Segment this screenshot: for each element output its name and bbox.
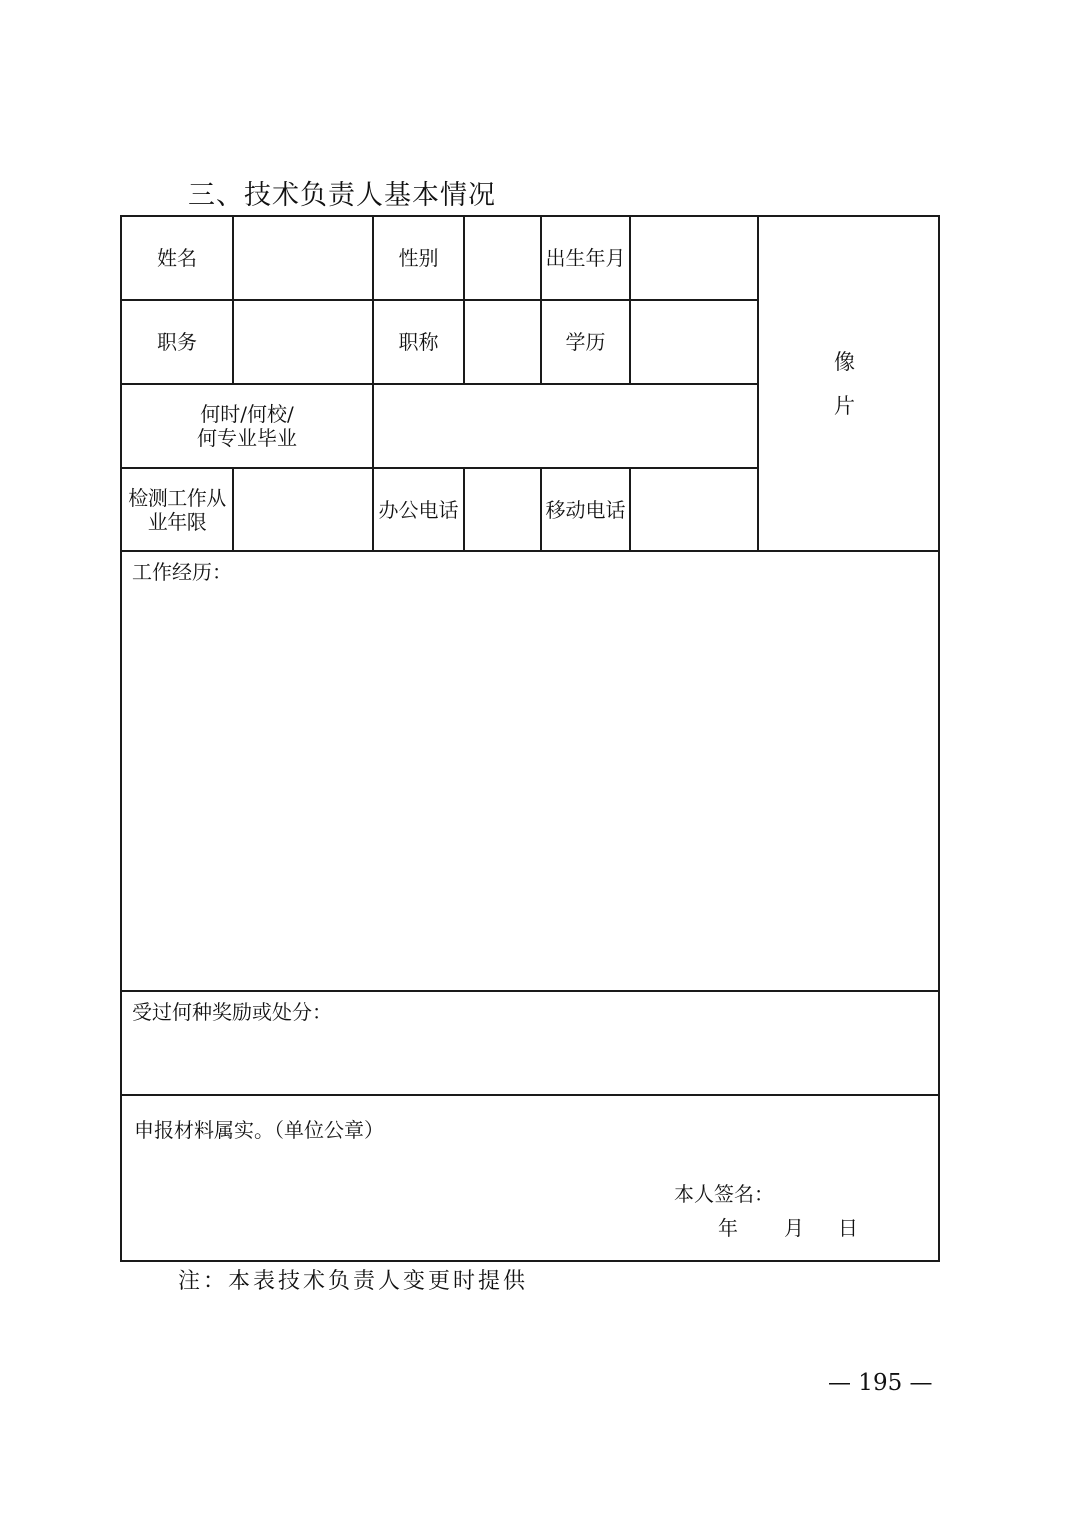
name-label: 姓名 bbox=[121, 216, 233, 300]
awards-label: 受过何种奖励或处分： bbox=[132, 1000, 332, 1024]
date-year-label: 年 bbox=[718, 1216, 738, 1240]
position-field[interactable] bbox=[233, 300, 373, 384]
work-years-label-line-1: 检测工作从 bbox=[128, 485, 226, 510]
awards-area[interactable] bbox=[121, 991, 939, 1095]
birth-date-label: 出生年月 bbox=[541, 216, 630, 300]
education-label: 学历 bbox=[541, 300, 630, 384]
photo-label-char-2: 片 bbox=[834, 393, 855, 418]
gender-label: 性别 bbox=[373, 216, 464, 300]
work-history-area[interactable] bbox=[121, 551, 939, 991]
graduation-info-field[interactable] bbox=[373, 384, 758, 468]
date-day-label: 日 bbox=[838, 1216, 858, 1240]
form-row-basic-1 bbox=[121, 216, 939, 300]
work-years-label-line-2: 业年限 bbox=[147, 509, 207, 534]
footnote: 注：本表技术负责人变更时提供 bbox=[178, 1269, 529, 1294]
birth-date-field[interactable] bbox=[630, 216, 758, 300]
office-phone-label: 办公电话 bbox=[373, 468, 464, 551]
signature-label: 本人签名： bbox=[674, 1182, 774, 1206]
section-title: 三、技术负责人基本情况 bbox=[188, 180, 496, 211]
date-month-label: 月 bbox=[784, 1216, 804, 1240]
form-row-awards bbox=[121, 991, 939, 1095]
professional-title-label: 职称 bbox=[373, 300, 464, 384]
work-years-field[interactable] bbox=[233, 468, 373, 551]
gender-field[interactable] bbox=[464, 216, 541, 300]
graduation-label-line-1: 何时/何校/ bbox=[200, 402, 294, 426]
name-field[interactable] bbox=[233, 216, 373, 300]
technical-lead-form-table bbox=[120, 215, 940, 1262]
mobile-phone-field[interactable] bbox=[630, 468, 939, 551]
position-label: 职务 bbox=[121, 300, 233, 384]
mobile-phone-label: 移动电话 bbox=[541, 468, 630, 551]
work-years-label bbox=[121, 468, 233, 551]
graduation-label-line-2: 何专业毕业 bbox=[197, 426, 297, 450]
declaration-statement: 申报材料属实。（单位公章） bbox=[134, 1118, 384, 1142]
graduation-info-label bbox=[121, 384, 373, 468]
page-number: — 195 — bbox=[828, 1370, 933, 1396]
education-field[interactable] bbox=[630, 300, 758, 384]
declaration-area[interactable] bbox=[121, 1095, 939, 1261]
work-history-label: 工作经历： bbox=[132, 560, 232, 584]
form-row-work-history bbox=[121, 551, 939, 991]
form-row-contact bbox=[121, 468, 939, 551]
photo-label-char-1: 像 bbox=[834, 349, 855, 374]
professional-title-field[interactable] bbox=[464, 300, 541, 384]
form-row-declaration bbox=[121, 1095, 939, 1261]
office-phone-field[interactable] bbox=[464, 468, 541, 551]
